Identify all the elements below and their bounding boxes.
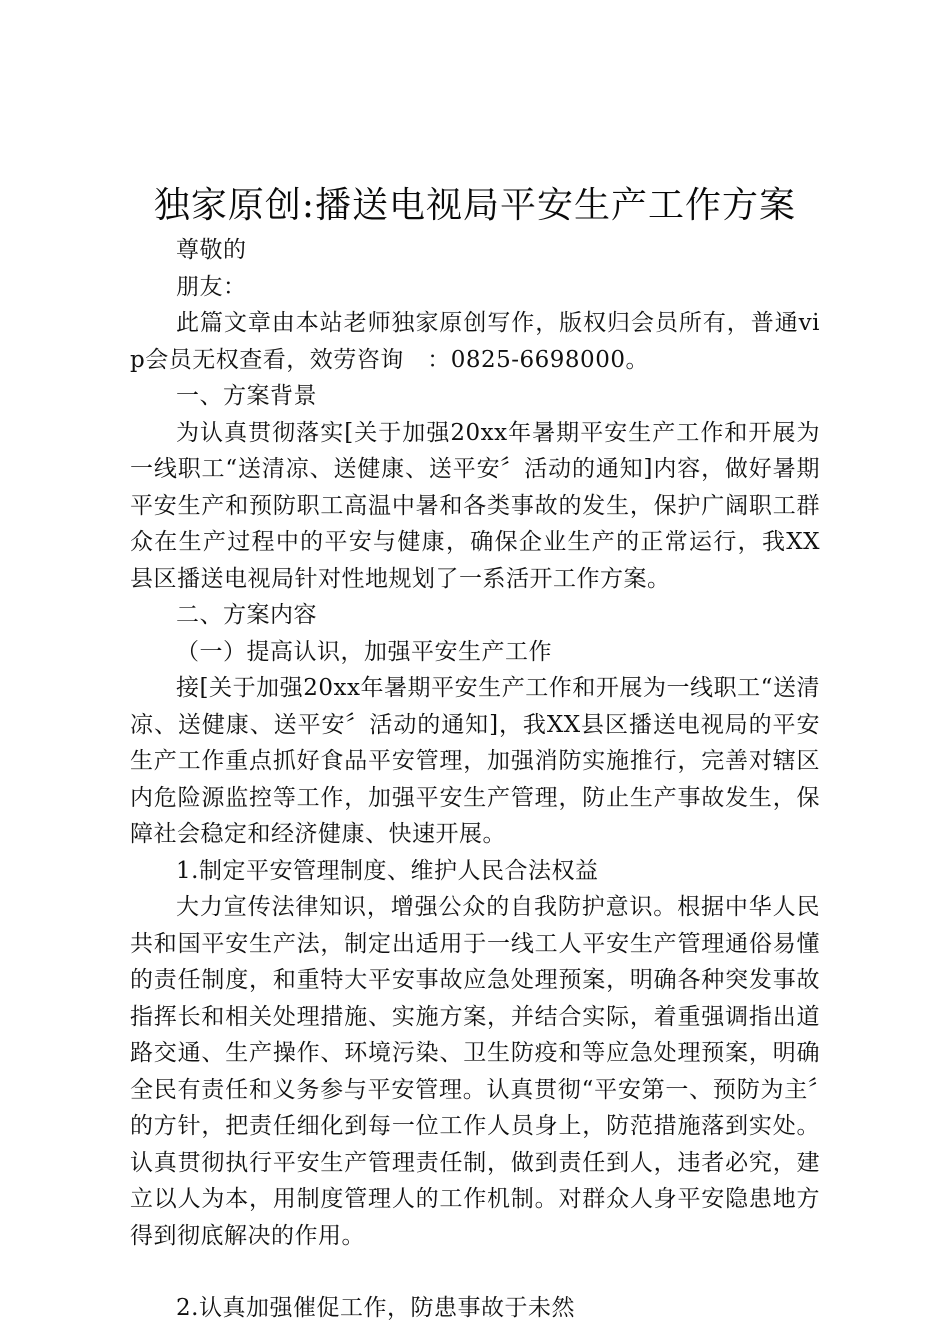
subsection-heading-1: （一）提高认识，加强平安生产工作 <box>176 638 552 665</box>
greeting-line-1: 尊敬的 <box>176 237 247 263</box>
paragraph-gap <box>130 1254 820 1290</box>
subsection-1-paragraph: 接[关于加强20xx年暑期平安生产工作和开展为一线职工“送清凉、送健康、送平安〞活动的通知]，我XX县区播送电视局的平安生产工作重点抓好食品平安管理，加强消防实施推行，完善对辖区内危险源监控等工作，加强平安生产管理，防止生产事故发生，保障社会稳定和经济健康、快速开展。 <box>130 675 820 847</box>
greeting-line-2: 朋友： <box>176 273 247 300</box>
item-heading-1: 1.制定平安管理制度、维护人民合法权益 <box>176 857 599 884</box>
section-heading-content: 二、方案内容 <box>176 602 317 628</box>
item-heading-2: 2.认真加强催促工作，防患事故于未然 <box>176 1295 575 1321</box>
item-1-paragraph: 大力宣传法律知识，增强公众的自我防护意识。根据中华人民共和国平安生产法，制定出适用于一线工人平安生产管理通俗易懂的责任制度，和重特大平安事故应急处理预案，明确各种突发事故指挥长和相关处理措施、实施方案，并结合实际，着重强调指出道路交通、生产操作、环境污染、卫生防疫和等应急处理预案，明确全民有责任和义务参与平安管理。认真贯彻“平安第一、预防为主〞的方针，把责任细化到每一位工作人员身上，防范措施落到实处。认真贯彻执行平安生产管理责任制，做到责任到人，违者必究，建立以人为本，用制度管理人的工作机制。对群众人身平安隐患地方得到彻底解决的作用。 <box>130 894 820 1249</box>
background-paragraph: 为认真贯彻落实[关于加强20xx年暑期平安生产工作和开展为一线职工“送清凉、送健康、送平安〞活动的通知]内容，做好暑期平安生产和预防职工高温中暑和各类事故的发生，保护广阔职工群众在生产过程中的平安与健康，确保企业生产的正常运行，我XX县区播送电视局针对性地规划了一系活开工作方案。 <box>130 419 820 592</box>
copyright-notice: 此篇文章由本站老师独家原创写作，版权归会员所有，普通vip会员无权查看，效劳咨询 ：0825-6698000。 <box>130 310 820 373</box>
section-heading-background: 一、方案背景 <box>176 383 317 409</box>
document-title: 独家原创:播送电视局平安生产工作方案 <box>153 185 797 226</box>
document-page <box>130 180 820 1327</box>
